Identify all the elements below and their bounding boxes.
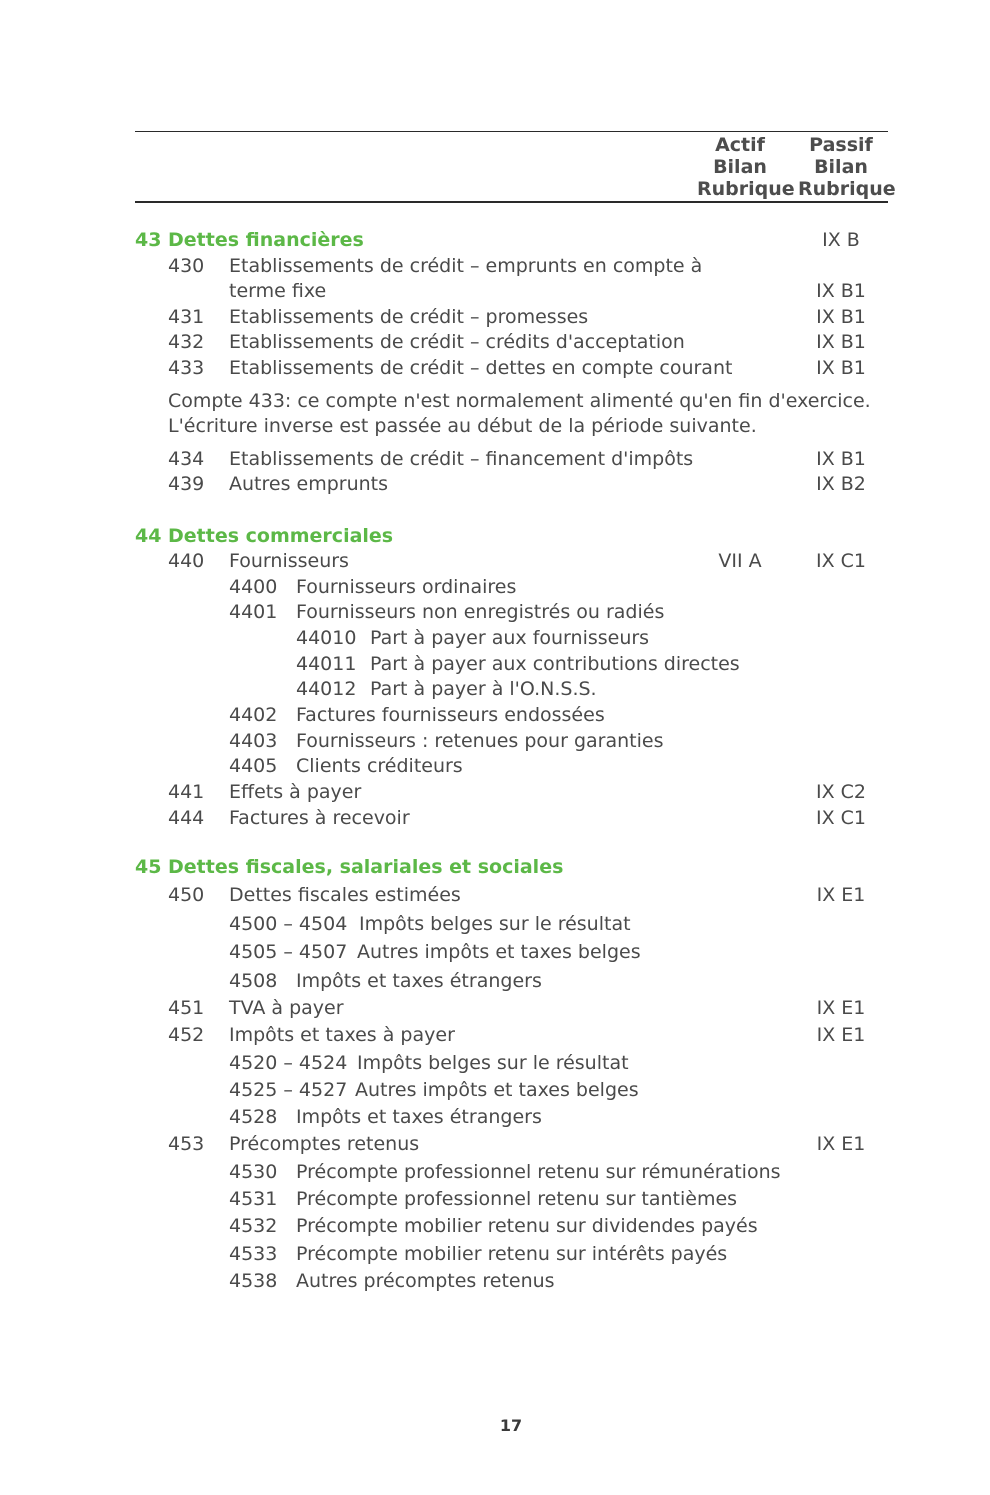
account-label: terme fixe [229,280,327,302]
account-code: 430 [168,255,205,277]
account-code: 4538 [229,1270,278,1292]
section-number: 44 [135,525,162,547]
account-label: Clients créditeurs [296,755,463,777]
account-code: 439 [168,473,205,495]
passif-rubrique: IX B1 [816,448,866,470]
passif-rubrique: IX E1 [816,997,866,1019]
account-label: Part à payer aux contributions directes [370,653,740,675]
account-label: Précomptes retenus [229,1133,420,1155]
account-code: 4528 [229,1106,278,1128]
account-code: 4533 [229,1243,278,1265]
account-label: Fournisseurs [229,550,349,572]
account-code: 4508 [229,970,278,992]
section-title: Dettes fiscales, salariales et sociales [168,856,564,878]
passif-rubrique: IX E1 [816,1133,866,1155]
account-code: 4525 – 4527 [229,1079,348,1101]
account-code: 431 [168,306,205,328]
account-label: Impôts belges sur le résultat [359,913,631,935]
account-code: 4505 – 4507 [229,941,348,963]
account-label: Dettes fiscales estimées [229,884,461,906]
note-text: Compte 433: ce compte n'est normalement alimenté qu'en fin d'exercice. [168,390,871,412]
passif-rubrique: IX B1 [816,306,866,328]
account-code: 44012 [296,678,357,700]
account-label: Impôts et taxes à payer [229,1024,455,1046]
passif-rubrique: IX B1 [816,331,866,353]
account-code: 441 [168,781,205,803]
account-code: 444 [168,807,205,829]
account-label: Autres emprunts [229,473,389,495]
account-code: 433 [168,357,205,379]
account-code: 440 [168,550,205,572]
account-code: 432 [168,331,205,353]
account-label: Autres impôts et taxes belges [357,941,641,963]
account-label: Impôts et taxes étrangers [296,970,542,992]
account-label: Autres précomptes retenus [296,1270,555,1292]
passif-rubrique: IX C1 [815,807,866,829]
account-label: Autres impôts et taxes belges [355,1079,639,1101]
account-label: Part à payer aux fournisseurs [370,627,650,649]
account-code: 434 [168,448,205,470]
account-label: Précompte professionnel retenu sur rémunérations [296,1161,781,1183]
account-label: Fournisseurs : retenues pour garanties [296,730,664,752]
passif-rubrique: IX C2 [815,781,866,803]
account-code: 4520 – 4524 [229,1052,348,1074]
section-number: 43 [135,229,162,251]
account-label: Factures à recevoir [229,807,410,829]
account-label: Précompte professionnel retenu sur tantièmes [296,1188,738,1210]
passif-header-line: Rubrique [798,178,896,200]
account-code: 4403 [229,730,278,752]
passif-header-line: Bilan [814,156,868,178]
account-label: Fournisseurs ordinaires [296,576,517,598]
account-code: 4401 [229,601,278,623]
page-number: 17 [499,1416,523,1435]
actif-rubrique: VII A [718,550,762,572]
account-label: Impôts belges sur le résultat [357,1052,629,1074]
account-code: 451 [168,997,205,1019]
account-label: Factures fournisseurs endossées [296,704,605,726]
section-number: 45 [135,856,162,878]
section-title: Dettes commerciales [168,525,394,547]
actif-header-line: Rubrique [697,178,795,200]
passif-rubrique: IX B [822,229,860,251]
account-code: 4530 [229,1161,278,1183]
passif-rubrique: IX E1 [816,884,866,906]
actif-header-line: Bilan [713,156,767,178]
account-label: Part à payer à l'O.N.S.S. [370,678,597,700]
account-code: 4531 [229,1188,278,1210]
actif-header-line: Actif [715,134,765,156]
account-code: 452 [168,1024,205,1046]
passif-rubrique: IX C1 [815,550,866,572]
top-rule [135,131,888,132]
account-label: Etablissements de crédit – crédits d'acceptation [229,331,685,353]
passif-column-header [798,134,896,200]
account-label: Etablissements de crédit – financement d'impôts [229,448,694,470]
account-code: 4532 [229,1215,278,1237]
account-label: Etablissements de crédit – promesses [229,306,589,328]
account-code: 4400 [229,576,278,598]
account-label: Précompte mobilier retenu sur intérêts payés [296,1243,728,1265]
actif-column-header [697,134,795,200]
account-label: Précompte mobilier retenu sur dividendes payés [296,1215,758,1237]
account-label: Effets à payer [229,781,362,803]
account-code: 44011 [296,653,357,675]
account-label: Etablissements de crédit – emprunts en compte à [229,255,703,277]
account-code: 44010 [296,627,357,649]
account-label: Fournisseurs non enregistrés ou radiés [296,601,665,623]
note-text: L'écriture inverse est passée au début de la période suivante. [168,415,757,437]
header-rule [135,201,888,203]
passif-rubrique: IX B2 [816,473,866,495]
account-code: 4402 [229,704,278,726]
section-title: Dettes financières [168,229,364,251]
account-code: 450 [168,884,205,906]
account-code: 4500 – 4504 [229,913,348,935]
account-label: TVA à payer [229,997,344,1019]
account-label: Impôts et taxes étrangers [296,1106,542,1128]
account-label: Etablissements de crédit – dettes en compte courant [229,357,733,379]
account-code: 453 [168,1133,205,1155]
passif-rubrique: IX B1 [816,357,866,379]
passif-rubrique: IX E1 [816,1024,866,1046]
passif-rubrique: IX B1 [816,280,866,302]
passif-header-line: Passif [809,134,873,156]
account-code: 4405 [229,755,278,777]
